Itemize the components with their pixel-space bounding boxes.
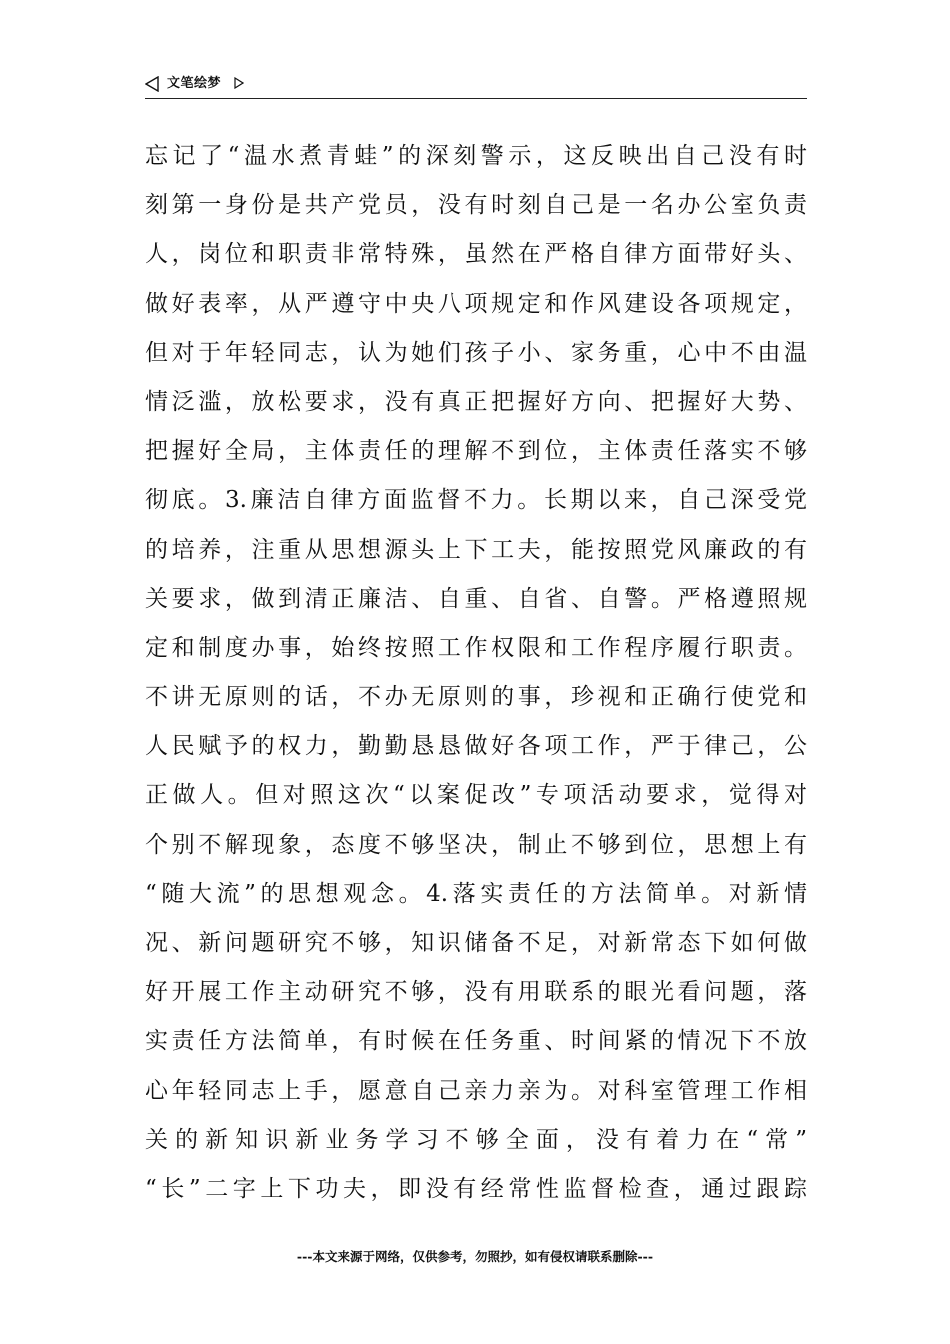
text-line: 把握好全局，主体责任的理解不到位，主体责任落实不够 <box>145 438 807 465</box>
text-line: 实责任方法简单，有时候在任务重、时间紧的情况下不放 <box>145 1028 807 1055</box>
text-line: 定和制度办事，始终按照工作权限和工作程序履行职责。 <box>145 634 807 661</box>
triangle-left-icon <box>145 76 159 92</box>
text-line: 情泛滥，放松要求，没有真正把握好方向、把握好大势、 <box>145 388 807 415</box>
text-line: 人民赋予的权力，勤勤恳恳做好各项工作，严于律己，公 <box>145 733 807 760</box>
header-title: 文笔绘梦 <box>167 76 222 91</box>
text-line: 做好表率，从严遵守中央八项规定和作风建设各项规定， <box>145 290 807 317</box>
page-footer: ---本文来源于网络，仅供参考，勿照抄，如有侵权请联系删除--- <box>296 1249 654 1264</box>
text-line: 关的新知识新业务学习不够全面，没有着力在“常” <box>145 1126 807 1153</box>
text-line: 刻第一身份是共产党员，没有时刻自己是一名办公室负责 <box>145 192 807 219</box>
text-line: 的培养，注重从思想源头上下工夫，能按照党风廉政的有 <box>145 536 807 563</box>
text-line: “长”二字上下功夫，即没有经常性监督检查，通过跟踪 <box>145 1175 807 1202</box>
text-line: 好开展工作主动研究不够，没有用联系的眼光看问题，落 <box>145 979 807 1006</box>
text-line: 个别不解现象，态度不够坚决，制止不够到位，思想上有 <box>145 831 807 858</box>
text-line: 正做人。但对照这次“以案促改”专项活动要求，觉得对 <box>145 782 807 809</box>
text-line: 忘记了“温水煮青蛙”的深刻警示，这反映出自己没有时 <box>145 143 807 169</box>
document-body <box>145 132 807 1214</box>
text-line: 心年轻同志上手，愿意自己亲力亲为。对科室管理工作相 <box>145 1077 807 1104</box>
text-line: 不讲无原则的话，不办无原则的事，珍视和正确行使党和 <box>145 684 807 711</box>
triangle-right-icon <box>234 77 244 89</box>
text-line: “随大流”的思想观念。4.落实责任的方法简单。对新情 <box>145 880 807 907</box>
text-line: 彻底。3.廉洁自律方面监督不力。长期以来，自己深受党 <box>145 487 807 514</box>
text-line: 但对于年轻同志，认为她们孩子小、家务重，心中不由温 <box>145 339 807 366</box>
page-header <box>145 74 807 99</box>
text-line: 关要求，做到清正廉洁、自重、自省、自警。严格遵照规 <box>145 585 807 612</box>
text-line: 人，岗位和职责非常特殊，虽然在严格自律方面带好头、 <box>145 241 807 268</box>
text-line: 况、新问题研究不够，知识储备不足，对新常态下如何做 <box>145 930 807 956</box>
